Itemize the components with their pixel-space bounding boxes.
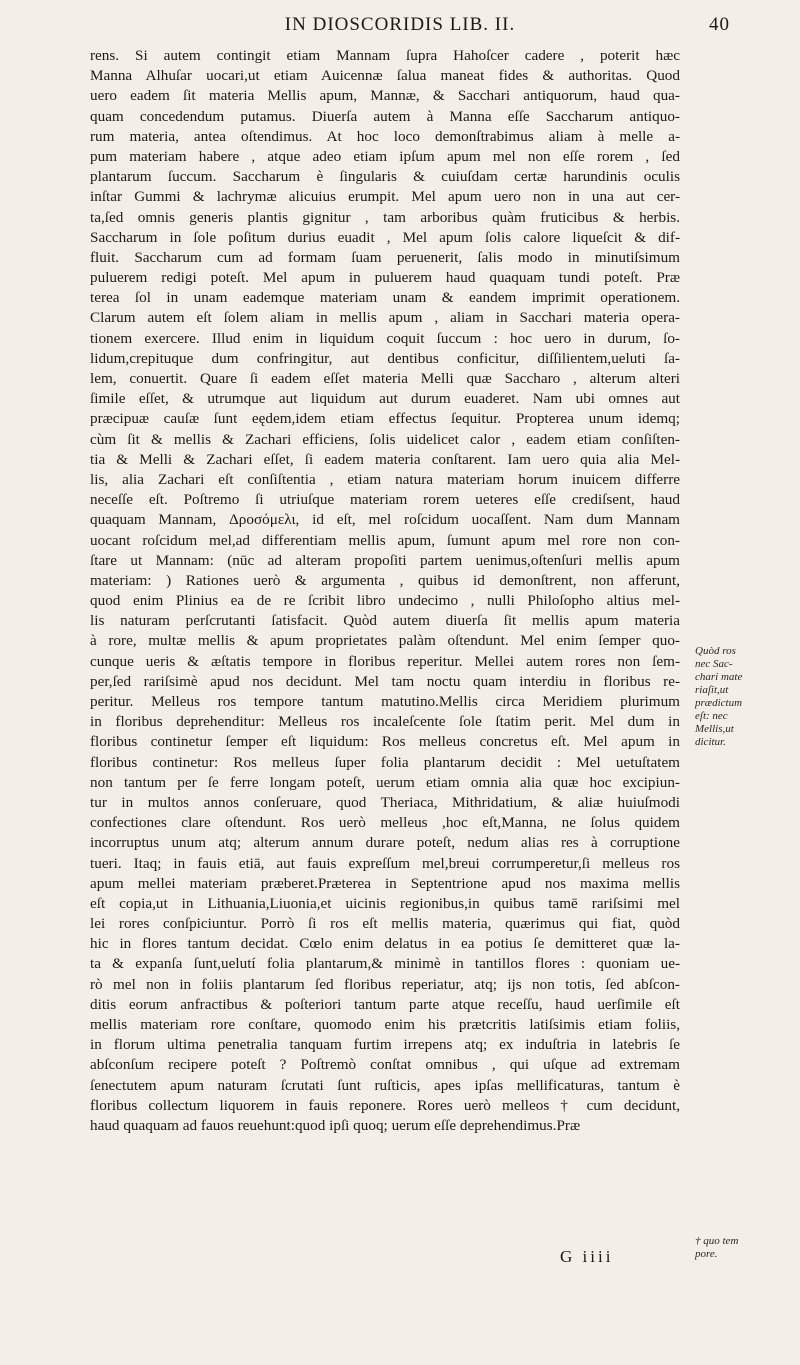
text-line: ſenectutem apum naturam ſcrutati ſunt ruſticis, apes ipſas mellificaturas, tantum è [90,1076,680,1094]
margin-note-line: Mellis,ut [695,723,734,735]
text-line: puluerem redigi poteſt. Mel apum in puluerem haud quaquam tundi poteſt. Præ [90,269,680,287]
text-line: tueri. Itaq; in fauis etiā, aut fauis expreſſum mel,breui corrumperetur,ſi melleus ros [90,854,680,872]
margin-note-1 [695,645,755,749]
text-line: ſimile eſſet, & utrumque aut liquidum aut durum euaderet. Nam ubi omnes aut [90,390,680,408]
text-line: tionem exercere. Illud enim in liquidum coquit ſuccum : hoc uero in durum, ſo- [90,329,680,347]
margin-note-line: Quòd ros [695,645,736,657]
text-line: lis, alia Zachari eſt conſiſtentia , etiam natura materiam horum inuicem differre [90,470,680,488]
margin-note-line: dicitur. [695,736,726,748]
text-line: lei rores conſpiciuntur. Porrò ſi ros eſt mellis materia, quærimus qui fiat, quòd [90,915,680,933]
text-line: non tantum per ſe ferre longam poteſt, uerum etiam omnia alia quæ hoc excipiun- [90,773,680,791]
text-line: lidum,crepituque dum confringitur, aut dentibus conficitur, diſſilientem,ueluti ſa- [90,349,680,367]
text-line: quaquam Mannam, Δροσόμελι, id eſt, mel roſcidum uocaſſent. Nam dum Mannam [90,511,680,529]
text-line: abſconſum recipere poteſt ? Poſtremò conſtat omnibus , qui uſque ad extremam [90,1056,680,1074]
text-line: uero eadem ſit materia Mellis apum, Mannæ, & Sacchari antiquorum, haud qua- [90,87,680,105]
text-line: ditis eorum anfractibus & poſteriori tantum parte atque receſſu, haud uerſimile eſt [90,995,680,1013]
margin-note-line: chari mate [695,671,743,683]
text-line: pum materiam habere , atque adeo etiam ipſum apum mel non eſſe rorem , ſed [90,147,680,165]
margin-note-2 [695,1235,755,1261]
text-line: Manna Alhuſar uocari,ut etiam Auicennæ ſalua maneat fides & authoritas. Quod [90,67,680,85]
text-line: ſtare ut Mannam: (nūc ad alteram propoſiti partem uenimus,oſtenſuri mellis apum [90,551,680,569]
text-line: eſt copia,ut in Lithuania,Liuonia,et uicinis regionibus,in quibus tamē rariſsimi mel [90,894,680,912]
text-line: Saccharum in ſole poſitum durius euadit , Mel apum ſolis calore liqueſcit & dif- [90,228,680,246]
text-line: cùm ſit & mellis & Zachari efficiens, ſolis uidelicet calor , eadem etiam conſiſten- [90,430,680,448]
page-number: 40 [709,14,730,35]
text-line: floribus continetur: Ros melleus ſuper folia plantarum decidit : Mel uetuſtatem [90,753,680,771]
text-line: rens. Si autem contingit etiam Mannam ſupra Hahoſcer cadere , poterit hæc [90,47,680,64]
text-line: in floribus deprehenditur: Melleus ros incaleſcente ſole ſtatim perit. Mel dum in [90,713,680,731]
text-line: cunque ueris & æſtatis tempore in floribus reperitur. Mellei autem rores non ſem- [90,652,680,670]
main-text-block [90,46,680,1136]
text-line: fluit. Saccharum cum ad formam ſuam peruenerit, ſalis modo in minutiſsimum [90,248,680,266]
margin-note-line: eſt: nec [695,710,728,722]
margin-note-line: pore. [695,1248,718,1260]
text-line: confectiones clare oſtendunt. Ros uerò melleus ,hoc eſt,Manna, ne ſolus quidem [90,814,680,832]
text-line: floribus continetur ſemper eſt liquidum: Ros melleus concretus eſt. Mel apum in [90,733,680,751]
text-line: in florum ultima penetralia tanquam furtim irrepens atq; ex induſtria in latebris ſe [90,1036,680,1054]
text-line: quam concedendum putamus. Diuerſa autem à Manna eſſe Saccharum antiquo- [90,107,680,125]
text-line: rum materia, antea oſtendimus. At hoc loco demonſtrabimus aliam à melle a- [90,127,680,145]
running-header [70,10,730,40]
text-line: lis naturam perſcrutanti ſatisfacit. Quòd autem diuerſa ſit mellis apum materia [90,612,680,630]
text-line: floribus collectum liquorem in fauis reponere. Rores uerò melleos † cum decidunt, [90,1096,680,1114]
running-title: IN DIOSCORIDIS LIB. II. [284,14,516,35]
text-line: mellis materiam rore conſtare, quomodo enim his prætcritis latiſsimis etiam foliis, [90,1016,680,1033]
text-line: plantarum ſuccum. Saccharum è ſingularis & cuiuſdam certæ harundinis oculis [90,168,680,186]
text-line: peritur. Melleus ros tempore tantum matutino.Mellis circa Meridiem plurimum [90,693,680,710]
text-line: Clarum autem eſt ſolem aliam in mellis apum , aliam in Sacchari materia opera- [90,309,680,327]
text-line: neceſſe eſt. Poſtremo ſi utriuſque materiam rorem ueteres eſſe crediſsent, haud [90,491,680,509]
text-line: hic in flores tantum decidat. Cœlo enim delatus in ea potius ſe demitteret quæ la- [90,935,680,953]
text-line: quod enim Plinius ea de re ſcribit libro undecimo , nulli Philoſopho altius mel- [90,592,680,610]
text-line: apum mellei materiam præberet.Præterea in Septentrione apud nos maxima mellis [90,874,680,892]
margin-note-line: † quo tem [695,1235,739,1247]
text-line: à rore, multæ mellis & apum proprietates palàm oſtendunt. Mel enim ſemper quo- [90,632,680,650]
text-line: inſtar Gummi & lachrymæ alicuius erumpit. Mel apum uero non in una aut cer- [90,188,680,206]
margin-note-line: riaſit,ut [695,684,729,696]
text-line: præcipuæ cauſæ ſunt eędem,idem etiam effectus ſequitur. Propterea unum idemq; [90,410,680,428]
text-line: lem, conuertit. Quare ſi eadem eſſet materia Melli quæ Saccharo , alterum alteri [90,370,680,387]
text-line: rò mel non in foliis plantarum ſed floribus reperiatur, atq; ijs non totis, ſed abſcon- [90,975,680,993]
text-line: materiam: ) Rationes uerò & argumenta , quibus id demonſtrent, non afferunt, [90,571,680,589]
signature-mark: G iiii [560,1247,614,1266]
text-line: per,ſed rariſsimè apud nos decidunt. Mel tam noctu quam interdiu in floribus re- [90,672,680,690]
text-line: terea ſol in unam eademque materiam unam & eandem imprimit operationem. [90,289,680,307]
margin-note-line: nec Sac- [695,658,733,670]
text-line: tur in multos annos conſeruare, quod Theriaca, Mithridatium, & aliæ huiuſmodi [90,793,680,811]
text-line: ta & expanſa ſunt,uelutí folia plantarum,& minimè in tantillos flores : quoniam ue- [90,955,680,973]
margin-note-line: prædictum [695,697,743,709]
text-line: incorruptus unum atq; alterum annum durare poteſt, nedum alias res à corruptione [90,834,680,852]
text-line: ta,ſed omnis generis plantis gignitur , tam arboribus quàm fruticibus & herbis. [90,208,680,226]
text-line: uocant roſcidum mel,ad differentiam mellis apum, ſumunt apum mel rore non con- [90,531,680,549]
text-line: haud quaquam ad fauos reuehunt:quod ipſi quoq; uerum eſſe deprehendimus.Præ [90,1116,581,1134]
text-line: tia & Melli & Zachari eſſet, ſi eadem materia conſtarent. Iam uero quia alia Mel- [90,450,680,468]
